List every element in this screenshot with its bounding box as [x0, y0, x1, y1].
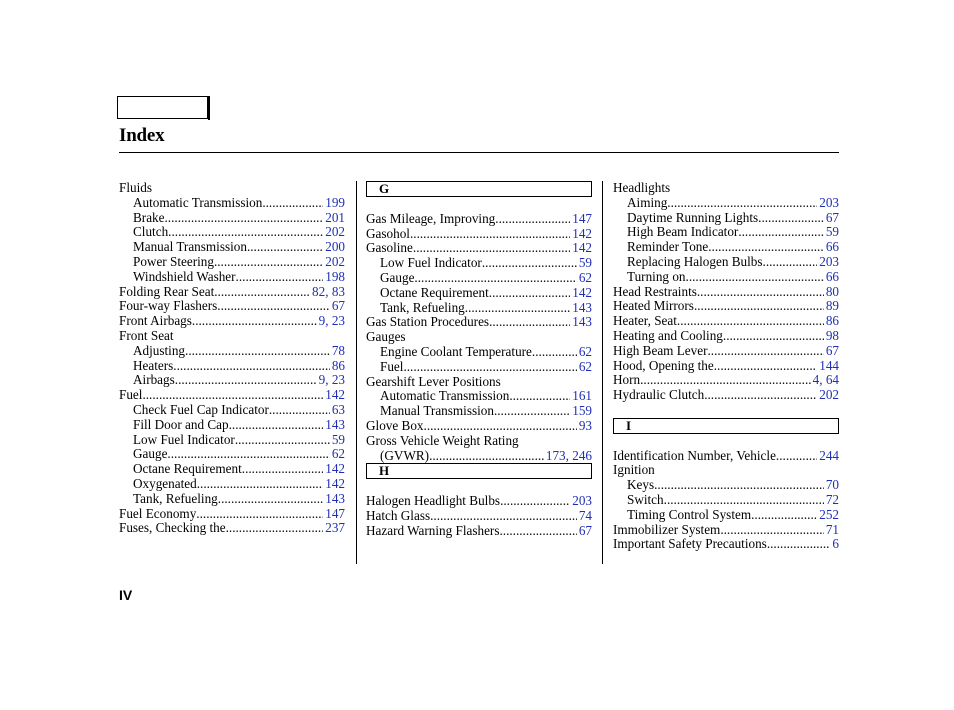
page-link[interactable]: 143	[325, 490, 345, 506]
index-heading: Headlights	[613, 180, 671, 195]
index-subentry	[119, 211, 345, 226]
page-link[interactable]: 173, 246	[545, 447, 592, 463]
entry-label: Four-way Flashers	[119, 298, 218, 314]
page-link[interactable]: 144	[819, 357, 839, 373]
entry-label: Power Steering	[133, 253, 214, 269]
index-subentry	[366, 286, 592, 301]
entry-label: Heating and Cooling	[613, 327, 723, 343]
page-link[interactable]: 201	[325, 209, 345, 225]
index-entry	[119, 299, 345, 314]
index-subentry	[613, 478, 839, 493]
dot-leader	[720, 523, 823, 538]
index-subentry	[119, 477, 345, 492]
dot-leader	[704, 388, 817, 403]
spacer	[613, 434, 839, 449]
index-entry	[613, 359, 839, 374]
dot-leader	[751, 508, 817, 523]
index-subentry	[119, 418, 345, 433]
dot-leader	[738, 225, 823, 240]
index-subentry	[119, 492, 345, 507]
index-subentry	[613, 508, 839, 523]
dot-leader	[175, 373, 317, 388]
page-link[interactable]: 203	[819, 253, 839, 269]
entry-label: Gas Station Procedures	[366, 314, 490, 330]
dot-leader	[714, 359, 817, 374]
entry-label: Hatch Glass	[366, 507, 431, 523]
entry-label: Hydraulic Clutch	[613, 387, 705, 403]
dot-leader	[677, 314, 824, 329]
dot-leader	[763, 255, 818, 270]
page-link[interactable]: 66	[825, 268, 839, 284]
page-link[interactable]: 86	[331, 357, 345, 373]
index-entry	[366, 241, 592, 256]
page-link[interactable]: 93	[578, 417, 592, 433]
dot-leader	[214, 285, 310, 300]
dot-leader	[217, 299, 330, 314]
page-link[interactable]: 200	[325, 239, 345, 255]
index-subentry	[366, 271, 592, 286]
entry-label: Halogen Headlight Bulbs	[366, 493, 501, 509]
index-subentry	[613, 270, 839, 285]
entry-label: Automatic Transmission	[133, 194, 263, 210]
dot-leader	[640, 373, 811, 388]
page-link[interactable]: 143	[572, 299, 592, 315]
dot-leader	[229, 418, 324, 433]
index-subentry	[366, 360, 592, 375]
page-link[interactable]: 72	[825, 491, 839, 507]
page-link[interactable]: 67	[825, 342, 839, 358]
index-subentry	[613, 255, 839, 270]
index-heading: Ignition	[613, 462, 655, 478]
spacer	[366, 479, 592, 494]
page-link[interactable]: 244	[819, 447, 839, 463]
index-subentry	[119, 373, 345, 388]
entry-label: Horn	[613, 372, 641, 388]
dot-leader	[707, 344, 823, 359]
entry-label: Gauge	[380, 269, 415, 285]
page-link[interactable]: 6	[832, 536, 839, 552]
index-subentry	[366, 404, 592, 419]
entry-label: Gasoline	[366, 240, 413, 256]
entry-label: High Beam Indicator	[627, 224, 739, 240]
page-link[interactable]: 71	[825, 521, 839, 537]
page-link[interactable]: 252	[819, 506, 839, 522]
entry-label: Adjusting	[133, 342, 186, 358]
page-link[interactable]: 63	[331, 401, 345, 417]
page-link[interactable]: 59	[578, 255, 592, 271]
dot-leader	[708, 240, 824, 255]
index-column-2	[366, 181, 592, 539]
entry-label: Gauge	[133, 446, 168, 462]
dot-leader	[499, 524, 576, 539]
dot-leader	[197, 477, 324, 492]
entry-label: Brake	[133, 209, 165, 225]
index-entry	[366, 494, 592, 509]
entry-label: Octane Requirement	[380, 284, 489, 300]
page-link[interactable]: 86	[825, 313, 839, 329]
page-link[interactable]: 78	[331, 342, 345, 358]
dot-leader	[430, 509, 577, 524]
dot-leader	[192, 314, 317, 329]
index-entry	[366, 315, 592, 330]
index-entry	[366, 212, 592, 227]
entry-label: Low Fuel Indicator	[380, 255, 482, 271]
index-column-3	[613, 181, 839, 552]
dot-leader	[173, 359, 330, 374]
entry-label: Head Restraints	[613, 283, 697, 299]
index-subentry	[366, 449, 592, 464]
page-link[interactable]: 142	[325, 461, 345, 477]
dot-leader	[667, 196, 817, 211]
index-entry	[119, 521, 345, 536]
page-link[interactable]: 198	[325, 268, 345, 284]
page-link[interactable]: 74	[578, 507, 592, 523]
index-entry	[366, 227, 592, 242]
entry-label: Fuel Economy	[119, 505, 197, 521]
entry-label: Reminder Tone	[627, 239, 709, 255]
page-link[interactable]: 161	[572, 388, 592, 404]
entry-label: Windshield Washer	[133, 268, 236, 284]
entry-label: Fuel	[380, 358, 404, 374]
page-link[interactable]: 98	[825, 327, 839, 343]
dot-leader	[723, 329, 824, 344]
entry-label: Clutch	[133, 224, 169, 240]
dot-leader	[410, 227, 570, 242]
entry-label: Timing Control System	[627, 506, 752, 522]
page-link[interactable]: 199	[325, 194, 345, 210]
entry-label: Manual Transmission	[133, 239, 247, 255]
page-link[interactable]: 143	[572, 314, 592, 330]
header-rule	[119, 152, 839, 153]
dot-leader	[776, 449, 817, 464]
page-link[interactable]: 82, 83	[312, 283, 345, 299]
index-subentry	[613, 493, 839, 508]
entry-label: Engine Coolant Temperature	[380, 343, 532, 359]
index-subentry	[613, 225, 839, 240]
dot-leader	[142, 388, 323, 403]
entry-label: Tank, Refueling	[380, 299, 465, 315]
page-link[interactable]: 202	[819, 387, 839, 403]
page-link[interactable]: 142	[325, 475, 345, 491]
dot-leader	[664, 493, 824, 508]
entry-label: Turning on	[627, 268, 686, 284]
dot-leader	[167, 447, 329, 462]
dot-leader	[489, 286, 570, 301]
dot-leader	[500, 494, 570, 509]
page-link[interactable]: 62	[578, 358, 592, 374]
entry-label: Airbags	[133, 372, 175, 388]
page-link[interactable]: 62	[331, 446, 345, 462]
page-link[interactable]: 62	[578, 269, 592, 285]
entry-label: Heater, Seat	[613, 313, 677, 329]
entry-label: Fuses, Checking the	[119, 520, 226, 536]
entry-label: High Beam Lever	[613, 342, 708, 358]
index-subentry	[366, 256, 592, 271]
dot-leader	[165, 211, 324, 226]
dot-leader	[509, 389, 570, 404]
index-entry	[613, 537, 839, 552]
index-subentry	[613, 240, 839, 255]
dot-leader	[414, 271, 576, 286]
dot-leader	[694, 299, 824, 314]
page-link[interactable]: 80	[825, 283, 839, 299]
entry-label: Important Safety Precautions	[613, 536, 767, 552]
index-entry	[613, 523, 839, 538]
dot-leader	[489, 315, 570, 330]
index-subentry	[119, 270, 345, 285]
index-heading: Gearshift Lever Positions	[366, 373, 501, 389]
index-subentry	[366, 389, 592, 404]
dot-leader	[214, 255, 323, 270]
entry-label: Hood, Opening the	[613, 357, 714, 373]
index-entry	[119, 507, 345, 522]
entry-label: Replacing Halogen Bulbs	[627, 253, 763, 269]
page-link[interactable]: 147	[325, 505, 345, 521]
dot-leader	[242, 462, 323, 477]
section-letter: H	[366, 463, 592, 479]
page-link[interactable]: 62	[578, 343, 592, 359]
entry-label: Heaters	[133, 357, 174, 373]
page-link[interactable]: 237	[325, 520, 345, 536]
entry-label: (GVWR)	[380, 447, 430, 463]
page-link[interactable]: 67	[578, 522, 592, 538]
dot-leader	[247, 240, 323, 255]
page-link[interactable]: 59	[331, 431, 345, 447]
index-entry	[613, 285, 839, 300]
entry-label: Octane Requirement	[133, 461, 242, 477]
entry-label: Manual Transmission	[380, 403, 494, 419]
index-entry	[119, 285, 345, 300]
page-link[interactable]: 70	[825, 477, 839, 493]
dot-leader	[235, 433, 330, 448]
dot-leader	[218, 492, 323, 507]
index-subentry	[366, 301, 592, 316]
index-subentry	[119, 255, 345, 270]
entry-label: Fill Door and Cap	[133, 416, 229, 432]
entry-label: Glove Box	[366, 417, 424, 433]
entry-label: Folding Rear Seat	[119, 283, 215, 299]
index-subentry	[119, 433, 345, 448]
page-link[interactable]: 66	[825, 239, 839, 255]
index-subentry	[613, 196, 839, 211]
entry-label: Check Fuel Cap Indicator	[133, 401, 269, 417]
index-heading: Gross Vehicle Weight Rating	[366, 432, 519, 448]
page-link[interactable]: 202	[325, 253, 345, 269]
index-heading: Fluids	[119, 180, 152, 195]
entry-label: Gasohol	[366, 225, 410, 241]
index-entry	[613, 344, 839, 359]
index-entry	[613, 329, 839, 344]
dot-leader	[532, 345, 577, 360]
index-subentry	[119, 344, 345, 359]
dot-leader	[226, 521, 324, 536]
entry-label: Keys	[627, 477, 655, 493]
entry-label: Oxygenated	[133, 475, 197, 491]
index-subentry	[119, 359, 345, 374]
dot-leader	[236, 270, 324, 285]
index-entry	[613, 449, 839, 464]
page-link[interactable]: 203	[819, 194, 839, 210]
index-entry	[119, 314, 345, 329]
page-link[interactable]: 202	[325, 224, 345, 240]
index-subentry	[119, 447, 345, 462]
entry-label: Switch	[627, 491, 664, 507]
dot-leader	[494, 404, 570, 419]
page-link[interactable]: 143	[325, 416, 345, 432]
page-link[interactable]: 67	[825, 209, 839, 225]
index-subentry	[119, 196, 345, 211]
entry-label: Heated Mirrors	[613, 298, 694, 314]
dot-leader	[465, 301, 570, 316]
dot-leader	[495, 212, 570, 227]
dot-leader	[185, 344, 330, 359]
entry-label: Front Airbags	[119, 313, 192, 329]
index-entry	[613, 373, 839, 388]
entry-label: Fuel	[119, 387, 143, 403]
index-entry	[119, 388, 345, 403]
spacer	[366, 197, 592, 212]
dot-leader	[654, 478, 824, 493]
page-link[interactable]: 9, 23	[318, 313, 345, 329]
dot-leader	[262, 196, 323, 211]
section-letter: G	[366, 181, 592, 197]
entry-label: Daytime Running Lights	[627, 209, 759, 225]
dot-leader	[403, 360, 576, 375]
index-entry	[366, 419, 592, 434]
entry-label: Immobilizer System	[613, 521, 721, 537]
dot-leader	[269, 403, 330, 418]
page-link[interactable]: 147	[572, 210, 592, 226]
page-link[interactable]: 142	[572, 225, 592, 241]
page-link[interactable]: 89	[825, 298, 839, 314]
dot-leader	[482, 256, 577, 271]
entry-label: Gas Mileage, Improving	[366, 210, 496, 226]
index-entry	[613, 314, 839, 329]
page-link[interactable]: 9, 23	[318, 372, 345, 388]
dot-leader	[424, 419, 577, 434]
spacer	[613, 403, 839, 418]
page-link[interactable]: 159	[572, 403, 592, 419]
index-entry	[366, 509, 592, 524]
dot-leader	[767, 537, 831, 552]
header-tab-box	[117, 96, 208, 119]
page-link[interactable]: 142	[325, 387, 345, 403]
dot-leader	[429, 449, 544, 464]
dot-leader	[196, 507, 323, 522]
page-link[interactable]: 67	[331, 298, 345, 314]
index-entry	[366, 524, 592, 539]
index-subentry	[119, 240, 345, 255]
column-divider-1	[356, 181, 357, 564]
dot-leader	[168, 225, 323, 240]
index-subentry	[119, 403, 345, 418]
index-entry	[613, 299, 839, 314]
entry-label: Identification Number, Vehicle	[613, 447, 776, 463]
page-link[interactable]: 59	[825, 224, 839, 240]
index-heading: Front Seat	[119, 327, 174, 343]
index-subentry	[119, 462, 345, 477]
page-title: Index	[119, 125, 165, 146]
page-link[interactable]: 203	[572, 493, 592, 509]
dot-leader	[413, 241, 570, 256]
page-link[interactable]: 4, 64	[812, 372, 839, 388]
dot-leader	[758, 211, 824, 226]
dot-leader	[686, 270, 824, 285]
entry-label: Low Fuel Indicator	[133, 431, 235, 447]
dot-leader	[697, 285, 824, 300]
index-subentry	[613, 211, 839, 226]
page-link[interactable]: 142	[572, 284, 592, 300]
column-divider-2	[602, 181, 603, 564]
page-number: IV	[119, 587, 133, 603]
index-subentry	[366, 345, 592, 360]
entry-label: Automatic Transmission	[380, 388, 510, 404]
entry-label: Tank, Refueling	[133, 490, 218, 506]
section-letter: I	[613, 418, 839, 434]
index-entry	[613, 388, 839, 403]
index-subentry	[119, 225, 345, 240]
index-column-1	[119, 181, 345, 536]
entry-label: Aiming	[627, 194, 668, 210]
page-link[interactable]: 142	[572, 240, 592, 256]
entry-label: Hazard Warning Flashers	[366, 522, 500, 538]
index-heading: Gauges	[366, 329, 406, 345]
